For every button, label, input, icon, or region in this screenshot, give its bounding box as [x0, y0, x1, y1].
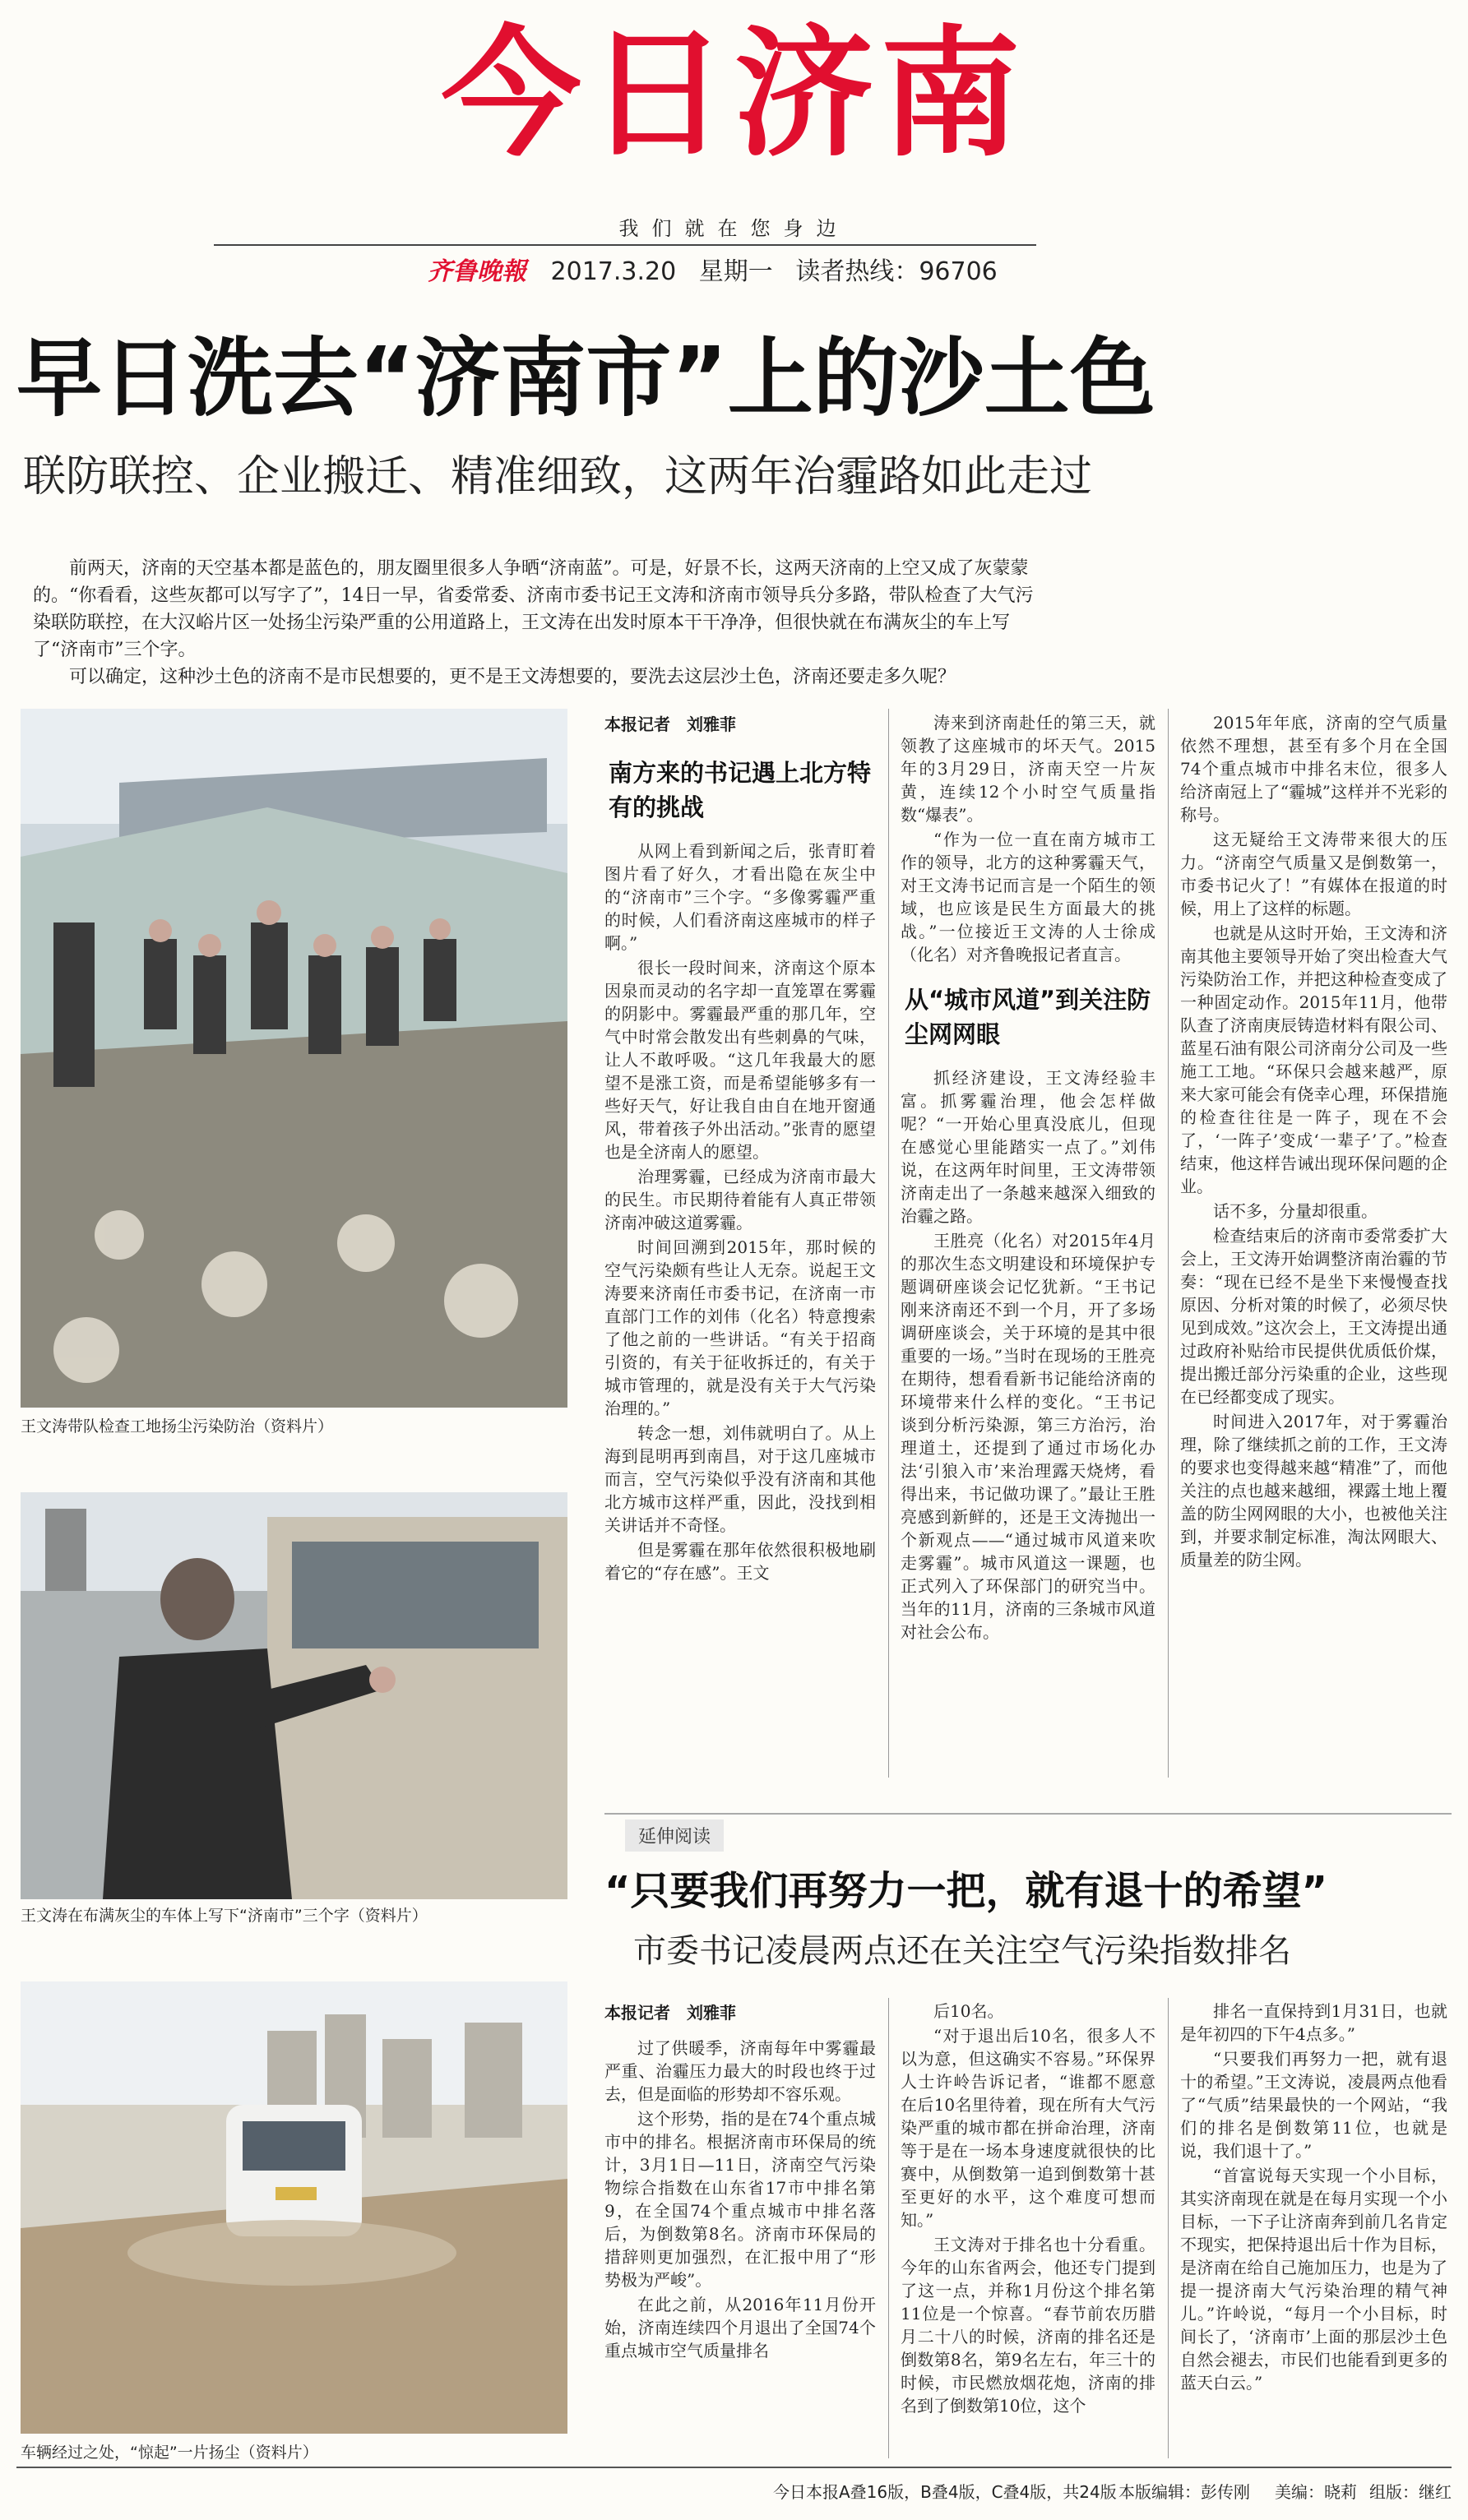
second-headline: “只要我们再努力一把，就有退十的希望” — [604, 1868, 1328, 1914]
column-rule — [888, 709, 889, 1778]
article-paragraph: 这个形势，指的是在74个重点城市中的排名。根据济南市环保局的统计，3月1日—11日，济南空气污染物综合指数在山东省17市中排名第9，在全国74个重点城市中排名落后，为倒数第8名。济南市环保局的措辞则更加强烈，在汇报中用了“形势极为严峻”。 — [604, 2109, 876, 2290]
reader-hotline: 读者热线：96706 — [795, 257, 998, 286]
article-paragraph: 检查结束后的济南市委常委扩大会上，王文涛开始调整济南治霾的节奏：“现在已经不是坐下来慢慢查找原因、分析对策的时候了，必须尽快见到成效。”这次会上，王文涛提出通过政府补贴给市民提供优质低价煤，提出搬迁部分污染重的企业，这些现在已经都变成了现实。 — [1180, 1226, 1447, 1407]
article-paragraph: 这无疑给王文涛带来很大的压力。“济南空气质量又是倒数第一，市委书记火了！”有媒体在报道的时候，用上了这样的标题。 — [1180, 830, 1447, 918]
masthead-logo: 今日济南 — [441, 13, 1027, 176]
main-headline: 早日洗去“济南市”上的沙土色 — [16, 328, 1155, 428]
section-heading: 南方来的书记遇上北方特有的挑战 — [609, 759, 872, 821]
article-paragraph: “首富说每天实现一个小目标，其实济南现在就是在每月实现一个小目标，一下子让济南奔到前几名肯定不现实，把保持退出后十作为目标，是济南在给自己施加压力，也是为了提一提济南大气污染治理的精气神儿。”许岭说，“每月一个小目标，时间长了，‘济南市’上面的那层沙土色自然会褪去，市民们也能看到更多的蓝天白云。” — [1180, 2166, 1447, 2393]
main-column-1 — [604, 711, 876, 1586]
byline: 本报记者 刘雅菲 — [604, 2003, 736, 2023]
article-paragraph: 时间进入2017年，对于雾霾治理，除了继续抓之前的工作，王文涛的要求也变得越来越“精准”了，而他关注的点也越来越细，裸露土地上覆盖的防尘网网眼的大小，也被他关注到，并要求制定标准，淘汰网眼大、质量差的防尘网。 — [1180, 1412, 1447, 1570]
article-paragraph: “作为一位一直在南方城市工作的领导，北方的这种雾霾天气，对王文涛书记而言是一个陌生的领域，也应该是民生方面最大的挑战。”一位接近王文涛的人士徐成（化名）对齐鲁晚报记者直言。 — [901, 830, 1155, 964]
photo-car-writing — [21, 1492, 567, 1899]
lead-paragraph: 可以确定，这种沙土色的济南不是市民想要的，更不是王文涛想要的，要洗去这层沙土色，济南还要走多久呢？ — [69, 667, 956, 687]
article-paragraph: 过了供暖季，济南每年中雾霾最严重、治霾压力最大的时段也终于过去，但是面临的形势却不容乐观。 — [604, 2038, 876, 2104]
article-paragraph: 很长一段时间来，济南这个原本因泉而灵动的名字却一直笼罩在雾霾的阴影中。雾霾最严重的那几年，空气中时常会散发出有些刺鼻的气味，让人不敢呼吸。“这几年我最大的愿望不是涨工资，而是希望能够多有一些好天气，好让我自由自在地开窗通风，带着孩子外出活动。”张青的愿望也是全济南人的愿望。 — [604, 958, 876, 1162]
footer-designer: 美编：晓莉 — [1275, 2482, 1357, 2502]
footer-rule — [16, 2467, 1452, 2468]
article-paragraph: 后10名。 — [933, 2001, 1004, 2021]
second-column-2 — [901, 2000, 1155, 2419]
article-paragraph: 抓经济建设，王文涛经验丰富。抓雾霾治理，他会怎样做呢？“一开始心里真没底儿，但现在感觉心里能踏实一点了。”刘伟说，在这两年时间里，王文涛带领济南走出了一条越来越深入细致的治霾之路。 — [901, 1068, 1155, 1226]
photo-caption: 王文涛带队检查工地扬尘污染防治（资料片） — [21, 1417, 334, 1436]
article-paragraph: 也就是从这时开始，王文涛和济南其他主要领导开始了突出检查大气污染防治工作，并把这种检查变成了一种固定动作。2015年11月，他带队查了济南庚辰铸造材料有限公司、蓝星石油有限公司济南分公司及一些施工工地。“环保只会越来越严，原来大家可能会有侥幸心理，环保措施的检查往往是一阵子，现在不会了，‘一阵子’变成‘一辈子’了。”检查结束，他这样告诫出现环保问题的企业。 — [1180, 923, 1447, 1196]
lead-paragraph: 前两天，济南的天空基本都是蓝色的，朋友圈里很多人争晒“济南蓝”。可是，好景不长，这两天济南的上空又成了灰蒙蒙的。“你看看，这些灰都可以写字了”，14日一早，省委常委、济南市委书记王文涛和济南市领导兵分多路，带队检查了大气污染联防联控，在大汉峪片区一处扬尘污染严重的公用道路上，王文涛在出发时原本干干净净，但很快就在布满灰尘的车上写了“济南市”三个字。 — [33, 558, 1034, 660]
issue-weekday: 星期一 — [698, 257, 773, 286]
masthead-dateline — [428, 251, 1012, 287]
story-divider — [604, 1813, 1452, 1815]
section-heading: 从“城市风道”到关注防尘网网眼 — [905, 986, 1151, 1048]
column-rule — [888, 1998, 889, 2458]
article-paragraph: 2015年年底，济南的空气质量依然不理想，甚至有多个月在全国74个重点城市中排名末位，很多人给济南冠上了“霾城”这样并不光彩的称号。 — [1180, 713, 1447, 825]
main-column-2 — [901, 711, 1155, 1645]
article-paragraph: 涛来到济南赴任的第三天，就领教了这座城市的坏天气。2015年的3月29日，济南天空一片灰黄，连续12个小时空气质量指数“爆表”。 — [901, 713, 1155, 825]
article-paragraph: 但是雾霾在那年依然很积极地刷着它的“存在感”。王文 — [604, 1540, 876, 1583]
article-paragraph: 治理雾霾，已经成为济南市最大的民生。市民期待着能有人真正带领济南冲破这道雾霾。 — [604, 1167, 876, 1232]
article-paragraph: 王胜亮（化名）对2015年4月的那次生态文明建设和环境保护专题调研座谈会记忆犹新。“王书记刚来济南还不到一个月，开了多场调研座谈会，关于环境的是其中很重要的一场。”当时在现场的王胜亮在期待，想看看新书记能给济南的环境带来什么样的变化。“王书记谈到分析污染源，第三方治污，治理道土，还提到了通过市场化办法‘引狼入市’来治理露天烧烤，看得出来，书记做功课了。”最让王胜亮感到新鲜的，还是王文涛抛出一个新观点——“通过城市风道来吹走雾霾”。城市风道这一课题，也正式列入了环保部门的研究当中。当年的11月，济南的三条城市风道对社会公布。 — [901, 1231, 1155, 1642]
article-paragraph: 王文涛对于排名也十分看重。今年的山东省两会，他还专门提到了这一点，并称1月份这个排名第11位是一个惊喜。“春节前农历腊月二十八的时候，济南的排名还是倒数第8名，第9名左右，年三十的时候，市民燃放烟花炮，济南的排名到了倒数第10位，这个 — [901, 2235, 1155, 2416]
article-paragraph: 排名一直保持到1月31日，也就是年初四的下午4点多。” — [1180, 2001, 1447, 2044]
masthead-divider — [214, 244, 1036, 246]
masthead-slogan: 我们就在您身边 — [618, 217, 850, 240]
paper-name: 齐鲁晚報 — [428, 257, 526, 286]
second-subheadline: 市委书记凌晨两点还在关注空气污染指数排名 — [633, 1932, 1291, 1970]
column-rule — [1168, 1998, 1169, 2458]
article-paragraph: “只要我们再努力一把，就有退十的希望。”王文涛说，凌晨两点他看了“气质”结果最快的一个网站，“我们的排名是倒数第11位，也就是说，我们退十了。” — [1180, 2049, 1447, 2161]
second-column-1 — [604, 2000, 876, 2364]
main-subheadline: 联防联控、企业搬迁、精准细致，这两年治霾路如此走过 — [23, 452, 1093, 502]
article-paragraph: “对于退出后10名，很多人不以为意，但这确实不容易。”环保界人士许岭告诉记者，“谁都不愿意在后10名里待着，现在所有大气污染严重的城市都在拼命治理，济南等于是在一场本身速度就很快的比赛中，从倒数第一追到倒数第十甚至更好的水平，这个难度可想而知。” — [901, 2026, 1155, 2230]
photo-dusty-road — [21, 1981, 567, 2434]
footer-editions: 今日本报A叠16版，B叠4版，C叠4版，共24版 — [773, 2482, 1117, 2502]
main-column-3 — [1180, 711, 1447, 1573]
photo-caption: 王文涛在布满灰尘的车体上写下“济南市”三个字（资料片） — [21, 1907, 428, 1925]
photo-inspection — [21, 709, 567, 1408]
second-column-3 — [1180, 2000, 1447, 2396]
byline: 本报记者 刘雅菲 — [604, 714, 736, 734]
article-paragraph: 从网上看到新闻之后，张青盯着图片看了好久，才看出隐在灰尘中的“济南市”三个字。“多像雾霾严重的时候，人们看济南这座城市的样子啊。” — [604, 841, 876, 953]
issue-date: 2017.3.20 — [550, 257, 677, 286]
footer-editor: 本版编辑：彭传刚 — [1118, 2482, 1250, 2502]
photo-caption: 车辆经过之处，“惊起”一片扬尘（资料片） — [21, 2444, 318, 2462]
article-paragraph: 转念一想，刘伟就明白了。从上海到昆明再到南昌，对于这几座城市而言，空气污染似乎没有济南和其他北方城市这样严重，因此，没找到相关讲话并不奇怪。 — [604, 1423, 876, 1535]
lead-paragraphs — [33, 555, 1036, 691]
article-paragraph: 在此之前，从2016年11月份开始，济南连续四个月退出了全国74个重点城市空气质量排名 — [604, 2295, 876, 2360]
column-rule — [1168, 709, 1169, 1778]
article-paragraph: 时间回溯到2015年，那时候的空气污染颇有些让人无奈。说起王文涛要来济南任市委书记，在济南一市直部门工作的刘伟（化名）特意搜索了他之前的一些讲话。“有关于招商引资的，有关于征收拆迁的，有关于城市管理的，就是没有关于大气污染治理的。” — [604, 1237, 876, 1418]
footer-proofreader: 组版：继红 — [1369, 2482, 1452, 2502]
article-paragraph: 话不多，分量却很重。 — [1213, 1201, 1378, 1221]
further-reading-tag: 延伸阅读 — [625, 1819, 724, 1852]
